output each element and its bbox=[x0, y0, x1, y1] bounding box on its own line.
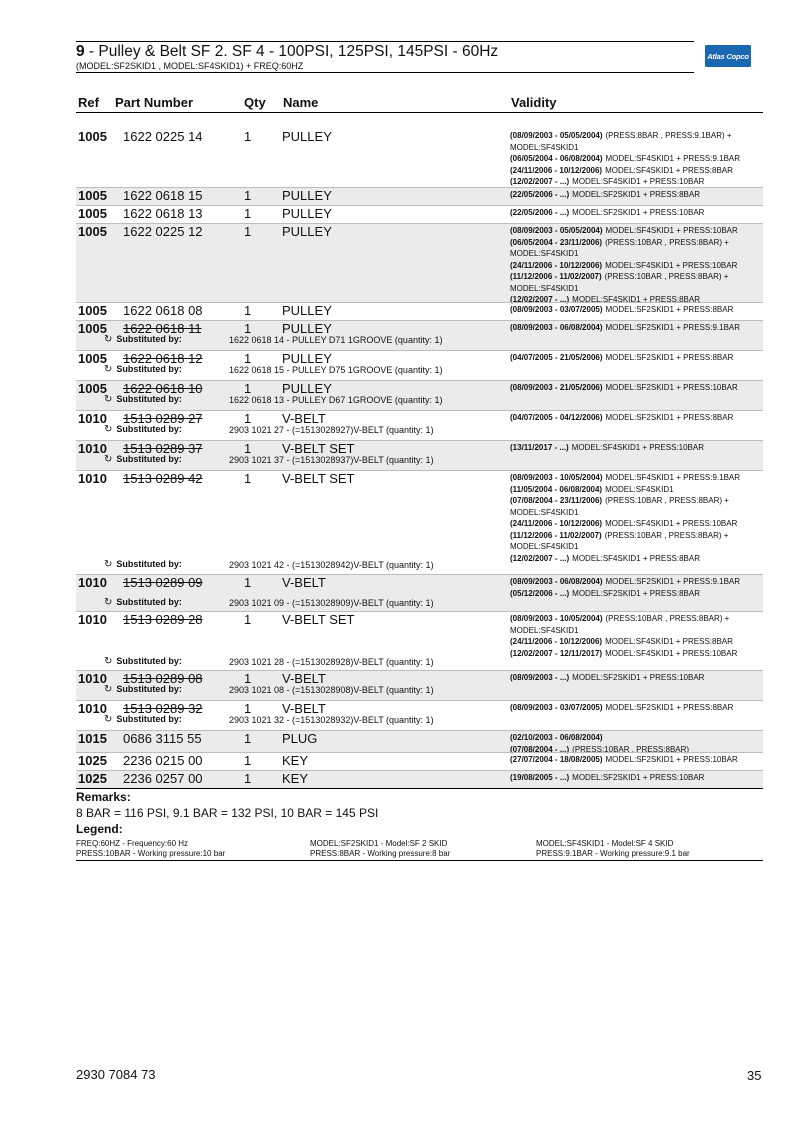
part-number-cell[interactable]: 1513 0289 08 bbox=[123, 671, 203, 686]
validity-line bbox=[510, 553, 762, 565]
part-number-cell[interactable]: 1513 0289 32 bbox=[123, 701, 203, 716]
validity-cell bbox=[510, 472, 762, 564]
validity-condition: MODEL:SF2SKID1 + PRESS:10BAR bbox=[572, 773, 705, 782]
page-subtitle: (MODEL:SF2SKID1 , MODEL:SF4SKID1) + FREQ:60HZ bbox=[76, 61, 304, 71]
table-row bbox=[76, 380, 763, 410]
substituted-by-text: Substituted by: bbox=[116, 656, 182, 666]
row-divider bbox=[76, 700, 763, 701]
validity-line bbox=[510, 304, 762, 316]
validity-date-range: (08/09/2003 - 10/05/2004) bbox=[510, 473, 603, 482]
validity-date-range: (08/09/2003 - 03/07/2005) bbox=[510, 703, 603, 712]
table-row bbox=[76, 350, 763, 380]
row-divider bbox=[76, 320, 763, 321]
section-number: 9 bbox=[76, 43, 85, 60]
part-number-cell[interactable]: 1513 0289 09 bbox=[123, 575, 203, 590]
substituted-by-label bbox=[104, 597, 182, 608]
validity-date-range: (12/02/2007 - ...) bbox=[510, 295, 570, 304]
table-row bbox=[76, 700, 763, 730]
legend-item: PRESS:8BAR - Working pressure:8 bar bbox=[310, 849, 451, 858]
name-cell: PULLEY bbox=[282, 321, 332, 336]
qty-cell: 1 bbox=[244, 129, 252, 144]
validity-date-range: (08/09/2003 - 03/07/2005) bbox=[510, 305, 603, 314]
row-divider bbox=[76, 470, 763, 471]
part-number-cell[interactable]: 1513 0289 42 bbox=[123, 471, 203, 486]
validity-date-range: (06/05/2004 - 23/11/2006) bbox=[510, 237, 603, 247]
row-divider bbox=[76, 380, 763, 381]
name-cell: PULLEY bbox=[282, 129, 332, 144]
legend-rule bbox=[76, 860, 763, 861]
column-header-name: Name bbox=[283, 95, 319, 110]
substitute-part[interactable]: 2903 1021 28 - (=1513028928)V-BELT (quantity: 1) bbox=[229, 657, 434, 667]
legend-item: PRESS:10BAR - Working pressure:10 bar bbox=[76, 849, 226, 858]
name-cell: V-BELT SET bbox=[282, 441, 355, 456]
row-divider bbox=[76, 770, 763, 771]
validity-condition: MODEL:SF2SKID1 + PRESS:8BAR bbox=[572, 588, 700, 598]
validity-condition: MODEL:SF4SKID1 + PRESS:10BAR bbox=[605, 648, 738, 658]
validity-condition: MODEL:SF2SKID1 + PRESS:8BAR bbox=[572, 190, 700, 199]
row-divider bbox=[76, 752, 763, 753]
qty-cell: 1 bbox=[244, 701, 252, 716]
ref-cell: 1010 bbox=[78, 612, 107, 627]
column-header-qty: Qty bbox=[244, 95, 266, 110]
substitution-cycle-icon: ↻ bbox=[104, 714, 113, 725]
validity-line bbox=[510, 153, 762, 165]
table-row bbox=[76, 128, 763, 187]
validity-line bbox=[510, 648, 762, 660]
validity-condition: (PRESS:10BAR , PRESS:8BAR) + MODEL:SF4SKID1 bbox=[510, 530, 729, 551]
row-divider bbox=[76, 350, 763, 351]
validity-cell bbox=[510, 225, 762, 306]
legend-item: MODEL:SF4SKID1 - Model:SF 4 SKID bbox=[536, 839, 674, 848]
table-row bbox=[76, 611, 763, 670]
substitution-cycle-icon: ↻ bbox=[104, 394, 113, 405]
page-number: 35 bbox=[747, 1068, 762, 1083]
validity-cell bbox=[510, 207, 762, 219]
legend-item: PRESS:9.1BAR - Working pressure:9.1 bar bbox=[536, 849, 690, 858]
qty-cell: 1 bbox=[244, 206, 252, 221]
substituted-by-text: Substituted by: bbox=[116, 454, 182, 464]
substitution-cycle-icon: ↻ bbox=[104, 559, 113, 570]
validity-condition: MODEL:SF2SKID1 + PRESS:9.1BAR bbox=[605, 577, 741, 586]
substitute-part[interactable]: 1622 0618 14 - PULLEY D71 1GROOVE (quantity: 1) bbox=[229, 335, 443, 345]
substituted-by-text: Substituted by: bbox=[116, 364, 182, 374]
validity-date-range: (11/05/2004 - 06/08/2004) bbox=[510, 484, 603, 494]
validity-condition: MODEL:SF4SKID1 + PRESS:10BAR bbox=[571, 443, 704, 452]
validity-line bbox=[510, 754, 762, 766]
qty-cell: 1 bbox=[244, 303, 252, 318]
legend-heading: Legend: bbox=[76, 822, 123, 836]
substitution-cycle-icon: ↻ bbox=[104, 597, 113, 608]
validity-condition: MODEL:SF4SKID1 + PRESS:8BAR bbox=[572, 553, 700, 563]
section-title: - Pulley & Belt SF 2. SF 4 - 100PSI, 125PSI, 145PSI - 60Hz bbox=[84, 43, 499, 60]
qty-cell: 1 bbox=[244, 471, 252, 486]
part-number-cell[interactable]: 0686 3115 55 bbox=[123, 731, 202, 746]
ref-cell: 1005 bbox=[78, 381, 107, 396]
substitution-cycle-icon: ↻ bbox=[104, 334, 113, 345]
validity-date-range: (07/08/2004 - 23/11/2006) bbox=[510, 496, 603, 505]
substitute-part[interactable]: 2903 1021 42 - (=1513028942)V-BELT (quantity: 1) bbox=[229, 560, 434, 570]
validity-condition: MODEL:SF2SKID1 + PRESS:8BAR bbox=[605, 703, 734, 712]
substituted-by-text: Substituted by: bbox=[116, 684, 182, 694]
name-cell: V-BELT bbox=[282, 671, 326, 686]
validity-date-range: (24/11/2006 - 10/12/2006) bbox=[510, 165, 603, 175]
ref-cell: 1025 bbox=[78, 753, 107, 768]
table-row bbox=[76, 770, 763, 788]
row-divider bbox=[76, 670, 763, 671]
validity-line bbox=[510, 495, 762, 518]
row-divider bbox=[76, 574, 763, 575]
substitution-cycle-icon: ↻ bbox=[104, 684, 113, 695]
validity-date-range: (24/11/2006 - 10/12/2006) bbox=[510, 519, 603, 528]
name-cell: KEY bbox=[282, 753, 309, 768]
validity-date-range: (19/08/2005 - ...) bbox=[510, 773, 570, 782]
substitute-part[interactable]: 1622 0618 15 - PULLEY D75 1GROOVE (quantity: 1) bbox=[229, 365, 443, 375]
name-cell: V-BELT SET bbox=[282, 471, 355, 486]
validity-line bbox=[510, 472, 762, 484]
name-cell: V-BELT bbox=[282, 575, 326, 590]
name-cell: PLUG bbox=[282, 731, 318, 746]
qty-cell: 1 bbox=[244, 381, 252, 396]
validity-condition: MODEL:SF2SKID1 + PRESS:10BAR bbox=[572, 208, 705, 217]
substituted-by-text: Substituted by: bbox=[116, 424, 182, 434]
validity-date-range: (22/05/2006 - ...) bbox=[510, 208, 570, 217]
validity-line bbox=[510, 189, 762, 201]
column-header-ref: Ref bbox=[78, 95, 99, 110]
remarks-text: 8 BAR = 116 PSI, 9.1 BAR = 132 PSI, 10 BAR = 145 PSI bbox=[76, 806, 379, 820]
table-row bbox=[76, 410, 763, 440]
qty-cell: 1 bbox=[244, 351, 252, 366]
table-row bbox=[76, 730, 763, 752]
validity-cell bbox=[510, 189, 762, 201]
validity-date-range: (05/12/2006 - ...) bbox=[510, 588, 570, 598]
remarks-heading: Remarks: bbox=[76, 790, 131, 804]
validity-date-range: (12/02/2007 - 12/11/2017) bbox=[510, 648, 603, 658]
part-number-cell[interactable]: 1622 0618 11 bbox=[123, 321, 202, 336]
validity-date-range: (11/12/2006 - 11/02/2007) bbox=[510, 272, 602, 281]
validity-date-range: (22/05/2006 - ...) bbox=[510, 190, 570, 199]
substitution-cycle-icon: ↻ bbox=[104, 656, 113, 667]
validity-condition: MODEL:SF2SKID1 + PRESS:9.1BAR bbox=[605, 323, 741, 332]
validity-condition: (PRESS:10BAR , PRESS:8BAR) + MODEL:SF4SKID1 bbox=[510, 272, 729, 293]
validity-condition: MODEL:SF2SKID1 + PRESS:8BAR bbox=[605, 413, 734, 422]
validity-date-range: (13/11/2017 - ...) bbox=[510, 443, 569, 452]
validity-date-range: (27/07/2004 - 18/08/2005) bbox=[510, 755, 603, 764]
validity-condition: MODEL:SF4SKID1 + PRESS:8BAR bbox=[605, 637, 733, 646]
validity-line bbox=[510, 207, 762, 219]
ref-cell: 1005 bbox=[78, 351, 107, 366]
validity-line bbox=[510, 772, 762, 784]
ref-cell: 1005 bbox=[78, 188, 107, 203]
qty-cell: 1 bbox=[244, 671, 252, 686]
ref-cell: 1010 bbox=[78, 575, 107, 590]
validity-cell bbox=[510, 754, 762, 766]
ref-cell: 1010 bbox=[78, 701, 107, 716]
validity-cell bbox=[510, 672, 762, 684]
validity-date-range: (04/07/2005 - 21/05/2006) bbox=[510, 353, 603, 362]
validity-condition: (PRESS:10BAR , PRESS:8BAR) + MODEL:SF4SKID1 bbox=[510, 614, 730, 635]
ref-cell: 1010 bbox=[78, 671, 107, 686]
validity-condition: MODEL:SF2SKID1 + PRESS:10BAR bbox=[605, 755, 738, 764]
validity-condition: MODEL:SF4SKID1 + PRESS:10BAR bbox=[605, 226, 738, 235]
qty-cell: 1 bbox=[244, 753, 252, 768]
validity-line bbox=[510, 576, 762, 588]
part-number-cell[interactable]: 1622 0618 12 bbox=[123, 351, 203, 366]
validity-cell bbox=[510, 442, 762, 454]
part-number-cell[interactable]: 1622 0618 13 bbox=[123, 206, 203, 221]
validity-cell bbox=[510, 352, 762, 364]
substituted-by-text: Substituted by: bbox=[116, 597, 182, 607]
qty-cell: 1 bbox=[244, 441, 252, 456]
validity-date-range: (07/08/2004 - ...) bbox=[510, 744, 570, 754]
qty-cell: 1 bbox=[244, 224, 252, 239]
substitute-part[interactable]: 2903 1021 37 - (=1513028937)V-BELT (quantity: 1) bbox=[229, 455, 434, 465]
part-number-cell[interactable]: 1513 0289 27 bbox=[123, 411, 203, 426]
table-row bbox=[76, 752, 763, 770]
name-cell: PULLEY bbox=[282, 188, 332, 203]
table-row bbox=[76, 205, 763, 223]
substituted-by-label bbox=[104, 656, 182, 667]
validity-condition: MODEL:SF4SKID1 + PRESS:10BAR bbox=[605, 260, 738, 270]
row-divider bbox=[76, 440, 763, 441]
substitution-cycle-icon: ↻ bbox=[104, 364, 113, 375]
ref-cell: 1005 bbox=[78, 206, 107, 221]
row-divider bbox=[76, 611, 763, 612]
validity-date-range: (24/11/2006 - 10/12/2006) bbox=[510, 260, 603, 270]
substitute-part[interactable]: 2903 1021 09 - (=1513028909)V-BELT (quantity: 1) bbox=[229, 598, 434, 608]
validity-line bbox=[510, 225, 762, 237]
ref-cell: 1005 bbox=[78, 321, 107, 336]
row-divider bbox=[76, 730, 763, 731]
validity-line bbox=[510, 484, 762, 496]
validity-line bbox=[510, 518, 762, 530]
row-divider bbox=[76, 410, 763, 411]
qty-cell: 1 bbox=[244, 771, 252, 786]
ref-cell: 1005 bbox=[78, 303, 107, 318]
table-row bbox=[76, 223, 763, 302]
validity-cell bbox=[510, 576, 762, 599]
validity-date-range: (08/09/2003 - 06/08/2004) bbox=[510, 577, 603, 586]
name-cell: V-BELT SET bbox=[282, 612, 355, 627]
part-number-cell[interactable]: 1622 0618 10 bbox=[123, 381, 203, 396]
validity-line bbox=[510, 130, 762, 153]
validity-line bbox=[510, 352, 762, 364]
table-row bbox=[76, 187, 763, 205]
validity-condition: MODEL:SF2SKID1 + PRESS:8BAR bbox=[605, 305, 734, 314]
validity-cell bbox=[510, 702, 762, 714]
document-number: 2930 7084 73 bbox=[76, 1067, 156, 1082]
validity-line bbox=[510, 237, 762, 260]
validity-line bbox=[510, 530, 762, 553]
part-number-cell[interactable]: 1622 0225 14 bbox=[123, 129, 203, 144]
table-row bbox=[76, 470, 763, 574]
validity-date-range: (08/09/2003 - 06/08/2004) bbox=[510, 323, 603, 332]
validity-line bbox=[510, 322, 762, 334]
validity-condition: (PRESS:8BAR , PRESS:9.1BAR) + MODEL:SF4SKID1 bbox=[510, 131, 732, 152]
substituted-by-label bbox=[104, 454, 182, 465]
validity-date-range: (12/02/2007 - ...) bbox=[510, 177, 570, 186]
validity-cell bbox=[510, 613, 762, 659]
substituted-by-label bbox=[104, 559, 182, 570]
qty-cell: 1 bbox=[244, 188, 252, 203]
part-number-cell[interactable]: 1513 0289 37 bbox=[123, 441, 203, 456]
validity-line bbox=[510, 260, 762, 272]
qty-cell: 1 bbox=[244, 612, 252, 627]
substituted-by-label bbox=[104, 334, 182, 345]
validity-date-range: (02/10/2003 - 06/08/2004) bbox=[510, 733, 603, 742]
substituted-by-text: Substituted by: bbox=[116, 394, 182, 404]
ref-cell: 1010 bbox=[78, 411, 107, 426]
validity-cell bbox=[510, 130, 762, 188]
validity-line bbox=[510, 702, 762, 714]
validity-cell bbox=[510, 304, 762, 316]
substituted-by-label bbox=[104, 364, 182, 375]
validity-condition: MODEL:SF2SKID1 + PRESS:10BAR bbox=[572, 673, 705, 682]
ref-cell: 1015 bbox=[78, 731, 107, 746]
validity-cell bbox=[510, 412, 762, 424]
substitute-part[interactable]: 1622 0618 13 - PULLEY D67 1GROOVE (quantity: 1) bbox=[229, 395, 443, 405]
validity-line bbox=[510, 732, 762, 744]
validity-line bbox=[510, 442, 762, 454]
validity-condition: (PRESS:10BAR , PRESS:8BAR) bbox=[572, 744, 690, 754]
qty-cell: 1 bbox=[244, 731, 252, 746]
substituted-by-label bbox=[104, 684, 182, 695]
qty-cell: 1 bbox=[244, 575, 252, 590]
substituted-by-label bbox=[104, 714, 182, 725]
substitution-cycle-icon: ↻ bbox=[104, 424, 113, 435]
part-number-cell[interactable]: 2236 0215 00 bbox=[123, 753, 203, 768]
validity-cell bbox=[510, 382, 762, 394]
validity-line bbox=[510, 165, 762, 177]
name-cell: V-BELT bbox=[282, 411, 326, 426]
substituted-by-text: Substituted by: bbox=[116, 334, 182, 344]
validity-line bbox=[510, 176, 762, 188]
part-number-cell[interactable]: 1622 0618 08 bbox=[123, 303, 203, 318]
validity-condition: MODEL:SF2SKID1 + PRESS:8BAR bbox=[605, 353, 734, 362]
ref-cell: 1005 bbox=[78, 224, 107, 239]
legend-item: MODEL:SF2SKID1 - Model:SF 2 SKID bbox=[310, 839, 448, 848]
row-divider bbox=[76, 187, 763, 188]
table-row bbox=[76, 320, 763, 350]
validity-line bbox=[510, 613, 762, 636]
validity-cell bbox=[510, 322, 762, 334]
name-cell: PULLEY bbox=[282, 224, 332, 239]
ref-cell: 1025 bbox=[78, 771, 107, 786]
validity-line bbox=[510, 412, 762, 424]
validity-condition: MODEL:SF2SKID1 + PRESS:10BAR bbox=[605, 383, 738, 392]
row-divider bbox=[76, 302, 763, 303]
substitution-cycle-icon: ↻ bbox=[104, 454, 113, 465]
validity-line bbox=[510, 672, 762, 684]
validity-date-range: (24/11/2006 - 10/12/2006) bbox=[510, 637, 603, 646]
validity-condition: MODEL:SF4SKID1 bbox=[605, 484, 674, 494]
substituted-by-text: Substituted by: bbox=[116, 559, 182, 569]
name-cell: PULLEY bbox=[282, 351, 332, 366]
column-header-part-number: Part Number bbox=[115, 95, 194, 110]
validity-line bbox=[510, 271, 762, 294]
validity-date-range: (08/09/2003 - 21/05/2006) bbox=[510, 383, 603, 392]
table-end-rule bbox=[76, 788, 763, 789]
validity-date-range: (08/09/2003 - ...) bbox=[510, 673, 570, 682]
validity-condition: MODEL:SF4SKID1 + PRESS:8BAR bbox=[605, 165, 733, 175]
table-row bbox=[76, 574, 763, 611]
name-cell: PULLEY bbox=[282, 381, 332, 396]
validity-condition: MODEL:SF4SKID1 + PRESS:8BAR bbox=[572, 295, 700, 304]
substituted-by-label bbox=[104, 424, 182, 435]
name-cell: KEY bbox=[282, 771, 309, 786]
validity-cell bbox=[510, 772, 762, 784]
ref-cell: 1010 bbox=[78, 471, 107, 486]
substitute-part[interactable]: 2903 1021 27 - (=1513028927)V-BELT (quantity: 1) bbox=[229, 425, 434, 435]
table-row bbox=[76, 670, 763, 700]
validity-date-range: (08/09/2003 - 05/05/2004) bbox=[510, 131, 603, 140]
column-header-validity: Validity bbox=[511, 95, 557, 110]
validity-line bbox=[510, 588, 762, 600]
name-cell: PULLEY bbox=[282, 206, 332, 221]
validity-date-range: (04/07/2005 - 04/12/2006) bbox=[510, 413, 603, 422]
validity-line bbox=[510, 636, 762, 648]
row-divider bbox=[76, 223, 763, 224]
validity-date-range: (11/12/2006 - 11/02/2007) bbox=[510, 530, 602, 540]
validity-date-range: (12/02/2007 - ...) bbox=[510, 553, 570, 563]
validity-condition: (PRESS:10BAR , PRESS:8BAR) + MODEL:SF4SKID1 bbox=[510, 237, 729, 258]
validity-condition: MODEL:SF4SKID1 + PRESS:10BAR bbox=[572, 177, 705, 186]
qty-cell: 1 bbox=[244, 321, 252, 336]
substitute-part[interactable]: 2903 1021 32 - (=1513028932)V-BELT (quantity: 1) bbox=[229, 715, 434, 725]
validity-date-range: (08/09/2003 - 10/05/2004) bbox=[510, 614, 603, 623]
validity-date-range: (06/05/2004 - 06/08/2004) bbox=[510, 154, 603, 163]
validity-date-range: (08/09/2003 - 05/05/2004) bbox=[510, 226, 603, 235]
validity-line bbox=[510, 382, 762, 394]
substitute-part[interactable]: 2903 1021 08 - (=1513028908)V-BELT (quantity: 1) bbox=[229, 685, 434, 695]
legend-item: FREQ:60HZ - Frequency:60 Hz bbox=[76, 839, 189, 848]
part-number-cell[interactable]: 1622 0618 15 bbox=[123, 188, 203, 203]
validity-condition: MODEL:SF4SKID1 + PRESS:10BAR bbox=[605, 519, 738, 528]
validity-condition: MODEL:SF4SKID1 + PRESS:9.1BAR bbox=[605, 473, 741, 482]
name-cell: V-BELT bbox=[282, 701, 326, 716]
name-cell: PULLEY bbox=[282, 303, 332, 318]
validity-condition: MODEL:SF4SKID1 + PRESS:9.1BAR bbox=[605, 154, 741, 163]
ref-cell: 1010 bbox=[78, 441, 107, 456]
row-divider bbox=[76, 205, 763, 206]
table-row bbox=[76, 302, 763, 320]
atlas-copco-logo: Atlas Copco bbox=[705, 45, 751, 67]
qty-cell: 1 bbox=[244, 411, 252, 426]
validity-condition: (PRESS:10BAR , PRESS:8BAR) + MODEL:SF4SKID1 bbox=[510, 496, 729, 517]
substituted-by-text: Substituted by: bbox=[116, 714, 182, 724]
ref-cell: 1005 bbox=[78, 129, 107, 144]
part-number-cell[interactable]: 1622 0225 12 bbox=[123, 224, 203, 239]
part-number-cell[interactable]: 1513 0289 28 bbox=[123, 612, 203, 627]
substituted-by-label bbox=[104, 394, 182, 405]
part-number-cell[interactable]: 2236 0257 00 bbox=[123, 771, 203, 786]
table-row bbox=[76, 440, 763, 470]
